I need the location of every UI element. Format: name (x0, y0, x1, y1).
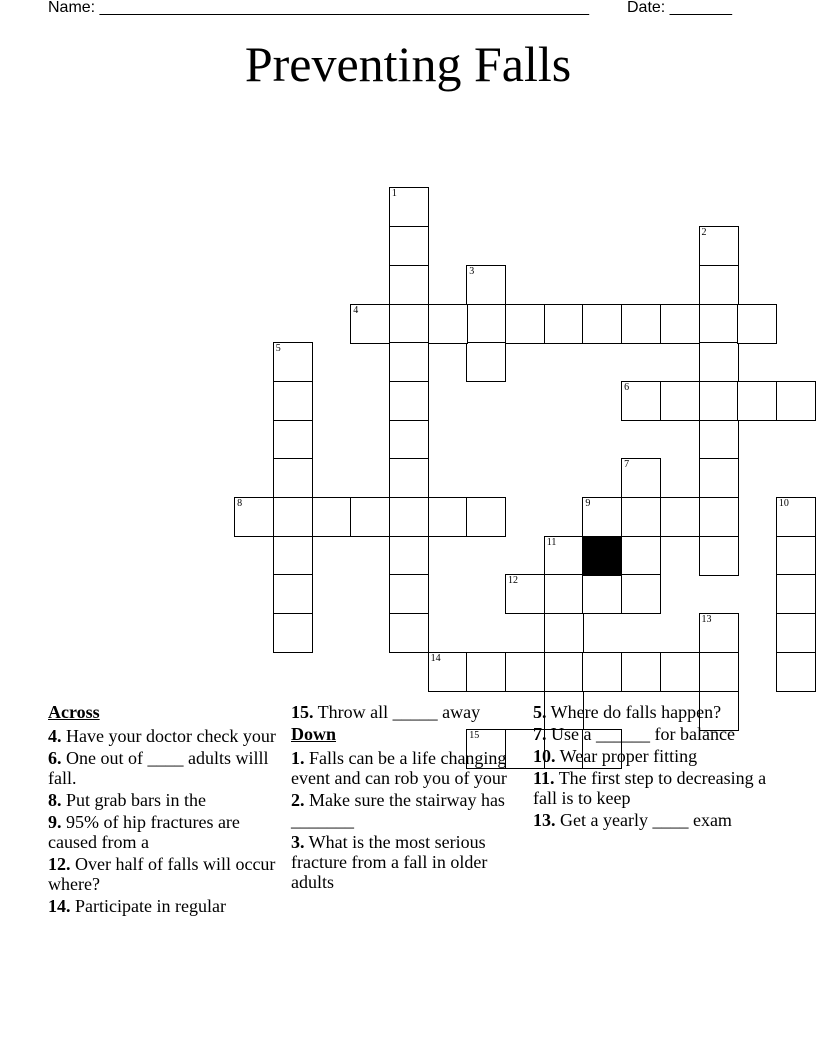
crossword-cell[interactable] (466, 652, 506, 692)
clue-number-label: 15. (291, 702, 314, 722)
crossword-cell-2[interactable] (699, 226, 739, 266)
crossword-cell[interactable] (389, 265, 429, 305)
clue-item (48, 854, 276, 894)
crossword-cell[interactable] (660, 497, 700, 537)
clue-number: 8 (237, 498, 243, 509)
clue-number: 1 (391, 188, 397, 200)
clue-number: 5 (275, 343, 281, 355)
crossword-cell[interactable] (273, 497, 313, 537)
clue-item (533, 702, 773, 722)
crossword-cell-10[interactable] (776, 497, 816, 537)
clue-text: Falls can be a life changing event and can rob you of your (291, 748, 507, 788)
crossword-cell[interactable] (737, 381, 777, 421)
crossword-cell[interactable] (273, 381, 313, 421)
crossword-cell[interactable] (776, 652, 816, 692)
crossword-cell[interactable] (544, 652, 584, 692)
clue-item (533, 810, 773, 830)
crossword-cell-14[interactable] (428, 652, 468, 692)
clue-text: Put grab bars in the (61, 790, 206, 810)
crossword-cell[interactable] (389, 458, 429, 498)
crossword-cell[interactable] (389, 497, 429, 537)
crossword-cell[interactable] (776, 574, 816, 614)
clue-number: 3 (469, 265, 475, 277)
clue-item (533, 724, 773, 744)
clue-number-label: 10. (533, 746, 556, 766)
clue-number: 2 (701, 227, 707, 239)
crossword-cell[interactable] (389, 536, 429, 576)
across-heading: Across (48, 702, 100, 722)
down-clue-list (291, 748, 531, 892)
crossword-cell[interactable] (776, 536, 816, 576)
crossword-cell[interactable] (699, 652, 739, 692)
crossword-cell[interactable] (505, 304, 545, 344)
clue-number-label: 14. (48, 896, 71, 916)
clue-number: 4 (353, 304, 359, 316)
crossword-cell[interactable] (273, 536, 313, 576)
crossword-cell[interactable] (699, 536, 739, 576)
crossword-cell[interactable] (660, 304, 700, 344)
crossword-cell[interactable] (621, 574, 661, 614)
clue-number: 14 (430, 652, 441, 664)
clue-item (48, 748, 276, 788)
crossword-cell[interactable] (544, 613, 584, 653)
clue-text: Wear proper fitting (555, 746, 698, 766)
clue-number-label: 8. (48, 790, 62, 810)
crossword-cell-9[interactable] (582, 497, 622, 537)
clue-text: One out of ____ adults willl fall. (48, 748, 269, 788)
clue-item (533, 768, 773, 808)
clue-number: 9 (585, 498, 591, 509)
crossword-cell[interactable] (621, 536, 661, 576)
crossword-cell[interactable] (312, 497, 352, 537)
crossword-cell[interactable] (582, 652, 622, 692)
clue-text: Participate in regular (70, 896, 226, 916)
crossword-cell[interactable] (428, 304, 468, 344)
crossword-cell[interactable] (737, 304, 777, 344)
clue-number-label: 1. (291, 748, 305, 768)
crossword-cell[interactable] (660, 652, 700, 692)
crossword-cell[interactable] (466, 497, 506, 537)
across-clue-list (48, 726, 276, 916)
name-field-label[interactable]: Name: _______________________________________________________ (48, 0, 589, 16)
clue-number: 11 (546, 536, 557, 548)
clue-number: 6 (624, 381, 630, 393)
crossword-cell[interactable] (699, 304, 739, 344)
clue-number-label: 9. (48, 812, 62, 832)
page-title: Preventing Falls (244, 36, 572, 92)
crossword-cell[interactable] (776, 381, 816, 421)
clue-item (48, 726, 276, 746)
clue-number-label: 12. (48, 854, 71, 874)
crossword-cell[interactable] (389, 304, 429, 344)
crossword-cell[interactable] (273, 613, 313, 653)
crossword-cell[interactable] (621, 652, 661, 692)
clue-text: Over half of falls will occur where? (48, 854, 276, 894)
crossword-cell[interactable] (389, 381, 429, 421)
crossword-cell-7[interactable] (621, 458, 661, 498)
clue-text: Where do falls happen? (546, 702, 722, 722)
clue-item (533, 746, 773, 766)
crossword-cell[interactable] (699, 265, 739, 305)
down-clue-list-continued (533, 702, 773, 830)
black-cell (582, 536, 622, 576)
crossword-cell-13[interactable] (699, 613, 739, 653)
crossword-cell[interactable] (660, 381, 700, 421)
crossword-cell[interactable] (582, 574, 622, 614)
clue-number-label: 6. (48, 748, 62, 768)
clue-item (48, 812, 276, 852)
clue-number-label: 11. (533, 768, 555, 788)
crossword-cell[interactable] (505, 652, 545, 692)
crossword-cell[interactable] (699, 381, 739, 421)
crossword-cell[interactable] (582, 304, 622, 344)
crossword-cell[interactable] (776, 613, 816, 653)
crossword-cell[interactable] (273, 574, 313, 614)
crossword-cell[interactable] (389, 574, 429, 614)
crossword-cell[interactable] (389, 226, 429, 266)
crossword-cell[interactable] (621, 497, 661, 537)
crossword-cell[interactable] (544, 304, 584, 344)
clue-text: Use a ______ for balance (546, 724, 735, 744)
crossword-cell[interactable] (466, 342, 506, 382)
clues-column-3 (533, 702, 773, 832)
clue-number: 10 (778, 498, 789, 509)
clue-number: 7 (624, 459, 630, 471)
clue-text: 95% of hip fractures are caused from a (48, 812, 240, 852)
crossword-cell[interactable] (544, 574, 584, 614)
clue-number: 12 (508, 575, 518, 587)
across-clue-list-continued (291, 702, 531, 722)
crossword-cell[interactable] (699, 497, 739, 537)
crossword-cell[interactable] (389, 613, 429, 653)
clue-number-label: 3. (291, 832, 305, 852)
crossword-cell[interactable] (699, 342, 739, 382)
crossword-cell[interactable] (273, 458, 313, 498)
clue-item (291, 790, 531, 830)
down-heading: Down (291, 724, 337, 744)
clue-text: Have your doctor check your (61, 726, 276, 746)
clue-item (291, 748, 531, 788)
clue-item (48, 790, 276, 810)
clue-number-label: 7. (533, 724, 547, 744)
clue-text: What is the most serious fracture from a fall in older adults (291, 832, 488, 892)
clue-text: Throw all _____ away (313, 702, 481, 722)
clue-number-label: 13. (533, 810, 556, 830)
crossword-cell[interactable] (389, 342, 429, 382)
clues-column-2 (291, 702, 531, 894)
clue-number: 15 (469, 730, 480, 742)
crossword-cell-12[interactable] (505, 574, 545, 614)
clue-number-label: 2. (291, 790, 305, 810)
crossword-cell[interactable] (699, 458, 739, 498)
date-field-label[interactable]: Date: _______ (627, 0, 732, 16)
clue-text: The first step to decreasing a fall is to keep (533, 768, 767, 808)
crossword-cell[interactable] (428, 497, 468, 537)
crossword-cell[interactable] (621, 304, 661, 344)
crossword-cell-8[interactable] (234, 497, 274, 537)
crossword-cell-1[interactable] (389, 187, 429, 227)
clue-item (291, 832, 531, 892)
clue-number-label: 5. (533, 702, 547, 722)
crossword-cell-5[interactable] (273, 342, 313, 382)
crossword-cell[interactable] (350, 497, 390, 537)
crossword-cell[interactable] (699, 420, 739, 460)
clue-text: Make sure the stairway has _______ (291, 790, 505, 830)
crossword-cell-3[interactable] (466, 265, 506, 305)
crossword-cell[interactable] (389, 420, 429, 460)
crossword-cell[interactable] (273, 420, 313, 460)
clue-item (291, 702, 531, 722)
crossword-cell-11[interactable] (544, 536, 584, 576)
clue-number-label: 4. (48, 726, 62, 746)
clue-number: 13 (701, 614, 712, 626)
clue-text: Get a yearly ____ exam (555, 810, 732, 830)
clue-item (48, 896, 276, 916)
crossword-cell-6[interactable] (621, 381, 661, 421)
clues-column-1 (48, 702, 276, 918)
crossword-cell-4[interactable] (350, 304, 390, 344)
